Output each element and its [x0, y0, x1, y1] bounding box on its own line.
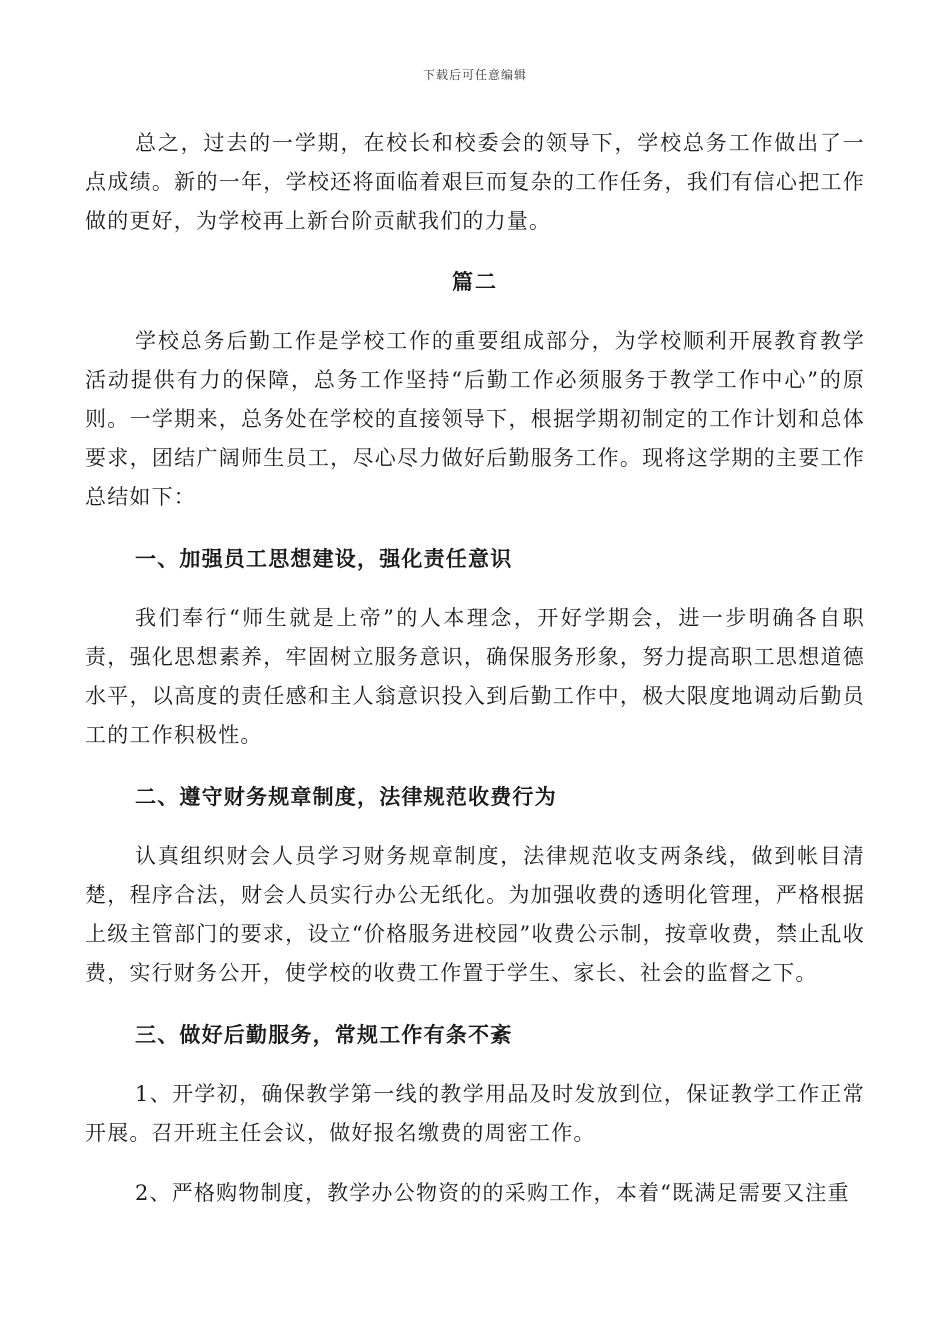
section-title: 篇二	[452, 269, 498, 294]
heading-1: 一、加强员工思想建设，强化责任意识	[135, 546, 513, 571]
paragraph-3-item-1: 1、开学初，确保教学第一线的教学用品及时发放到位，保证教学工作正常开展。召开班主任会议，做好报名缴费的周密工作。	[85, 1082, 865, 1145]
document-body	[85, 124, 865, 1213]
heading-2: 二、遵守财务规章制度，法律规范收费行为	[135, 784, 557, 809]
paragraph-summary: 总之，过去的一学期，在校长和校委会的领导下，学校总务工作做出了一点成绩。新的一年，学校还将面临着艰巨而复杂的工作任务，我们有信心把工作做的更好，为学校再上新台阶贡献我们的力量。	[85, 131, 865, 233]
paragraph-intro: 学校总务后勤工作是学校工作的重要组成部分，为学校顺利开展教育教学活动提供有力的保障，总务工作坚持“后勤工作必须服务于教学工作中心”的原则。一学期来，总务处在学校的直接领导下，根据学期初制定的工作计划和总体要求，团结广阔师生员工，尽心尽力做好后勤服务工作。现将这学期的主要工作总结如下：	[85, 329, 865, 509]
paragraph-3-item-2: 2、严格购物制度，教学办公物资的的采购工作，本着“既满足需要又注重	[135, 1181, 850, 1205]
heading-3: 三、做好后勤服务，常规工作有条不紊	[135, 1022, 513, 1047]
paragraph-1: 我们奉行“师生就是上帝”的人本理念，开好学期会，进一步明确各自职责，强化思想素养，牢固树立服务意识，确保服务形象，努力提高职工思想道德水平，以高度的责任感和主人翁意识投入到后勤工作中，极大限度地调动后勤员工的工作积极性。	[85, 606, 865, 747]
paragraph-2: 认真组织财会人员学习财务规章制度，法律规范收支两条线，做到帐目清楚，程序合法，财会人员实行办公无纸化。为加强收费的透明化管理，严格根据上级主管部门的要求，设立“价格服务进校园”收费公示制，按章收费，禁止乱收费，实行财务公开，使学校的收费工作置于学生、家长、社会的监督之下。	[85, 844, 865, 985]
page-header: 下载后可任意编辑	[422, 68, 527, 82]
